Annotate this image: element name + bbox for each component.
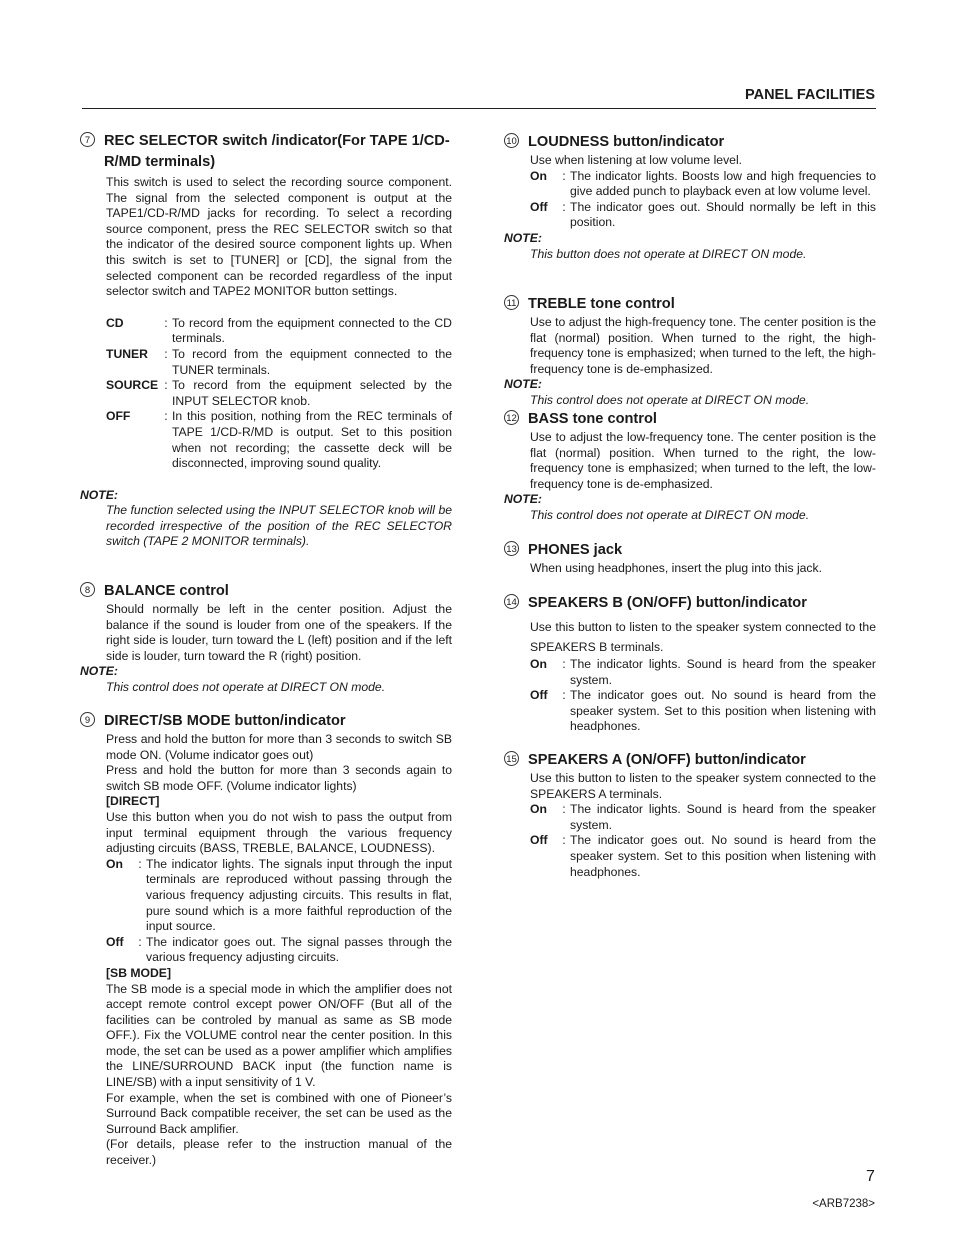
definition-colon: : xyxy=(164,409,168,424)
definition-colon: : xyxy=(562,199,566,214)
section-paragraph: The SB mode is a special mode in which the amplifier does not accept remote control except power ON/OFF (But all of the facilities can be controled by manual as same as SB mode OFF.). Fix the VOLUME control near the center position. In this mode, the set can be used as a power amplifier which amplifies the LINE/SURROUND BACK input (the function name is LINE/SB) with a input sensitivity of 1 V. xyxy=(106,981,452,1090)
definition-list xyxy=(530,802,876,880)
definition-colon: : xyxy=(562,657,566,671)
definition-colon: : xyxy=(562,833,566,848)
note-text: The function selected using the INPUT SELECTOR knob will be recorded irrespective of the position of the REC SELECTOR switch (TAPE 2 MONITOR terminals). xyxy=(106,503,452,549)
note-label: NOTE: xyxy=(504,230,542,245)
definition-item xyxy=(530,802,876,833)
subheading-direct: [DIRECT] xyxy=(106,794,160,809)
definition-item xyxy=(530,688,876,735)
definition-term: On xyxy=(106,856,123,871)
section-body xyxy=(504,771,876,880)
definition-desc: The indicator lights. Sound is heard from the speaker system. xyxy=(570,802,876,832)
note-text: This button does not operate at DIRECT ON mode. xyxy=(530,246,807,261)
page-header-title: PANEL FACILITIES xyxy=(745,87,875,103)
definition-term: OFF xyxy=(106,409,131,424)
section-heading xyxy=(504,132,876,153)
section-paragraph: This switch is used to select the recording source component. The signal from the selected component is output at the TAPE1/CD-R/MD jacks for recording. To select a recording source component, press the REC SELECTOR switch so that the indicator of the desired source component lights up. When this switch is set to [TUNER] or [CD], the signal from the selected component can be recorded regardless of the input selector switch and TAPE2 MONITOR button settings. xyxy=(106,175,452,299)
definition-term: On xyxy=(530,657,547,671)
section-paragraph: For example, when the set is combined with one of Pioneer’s Surround Back compatible receiver, the set can be used as the Surround Back amplifier. xyxy=(106,1090,452,1136)
definition-list xyxy=(530,657,876,735)
section-paragraph: Press and hold the button for more than 3 seconds to switch SB mode ON. (Volume indicator goes out) xyxy=(106,732,452,762)
section-number-badge: 15 xyxy=(504,751,519,766)
section-title: DIRECT/SB MODE button/indicator xyxy=(104,713,346,729)
definition-term: TUNER xyxy=(106,346,148,361)
section-treble xyxy=(504,294,876,409)
definition-item xyxy=(106,316,452,347)
definition-list xyxy=(530,169,876,231)
section-paragraph: Use this button when you do not wish to pass the output from input terminal equipment through the various frequency adjusting circuits (BASS, TREBLE, BALANCE, LOUDNESS). xyxy=(106,809,452,856)
section-heading xyxy=(504,409,876,430)
header-rule xyxy=(82,108,876,109)
section-body xyxy=(504,315,876,377)
note-label: NOTE: xyxy=(504,377,542,392)
section-paragraph: When using headphones, insert the plug into this jack. xyxy=(530,561,823,575)
section-paragraph: Use this button to listen to the speaker system connected to the SPEAKERS B terminals. xyxy=(530,620,876,654)
definition-term: Off xyxy=(106,934,124,949)
section-heading xyxy=(504,294,876,315)
section-paragraph: Should normally be left in the center position. Adjust the balance if the sound is louder from one of the speakers. If the right side is louder, turn toward the L (left) position and if the left side is louder, turn toward the R (right) position. xyxy=(106,602,452,663)
definition-item xyxy=(530,169,876,200)
definition-desc: To record from the equipment selected by the INPUT SELECTOR knob. xyxy=(172,378,452,408)
section-title: SPEAKERS B (ON/OFF) button/indicator xyxy=(528,595,807,611)
definition-item xyxy=(530,833,876,880)
section-heading xyxy=(80,131,452,173)
section-speakers-a xyxy=(504,750,876,880)
section-number-badge: 8 xyxy=(80,582,95,597)
section-body xyxy=(80,602,452,664)
section-paragraph: Use to adjust the high-frequency tone. The center position is the flat (normal) position. When turned to the right, the high-frequency tone is emphasized; when turned to the left, the high-frequency tone is de-emphasized. xyxy=(530,315,876,376)
section-title: TREBLE tone control xyxy=(528,296,675,312)
section-number-badge: 14 xyxy=(504,594,519,609)
note-label: NOTE: xyxy=(80,487,118,502)
page-number: 7 xyxy=(866,1168,875,1185)
section-body xyxy=(504,430,876,492)
section-title: BASS tone control xyxy=(528,411,657,427)
section-balance xyxy=(80,581,452,696)
definition-colon: : xyxy=(138,856,142,871)
section-paragraph: Press and hold the button for more than 3 seconds again to switch SB mode OFF. (Volume indicator lights) xyxy=(106,763,452,793)
section-title: PHONES jack xyxy=(528,542,623,558)
definition-colon: : xyxy=(562,688,566,703)
definition-term: Off xyxy=(530,199,548,214)
section-number-badge: 10 xyxy=(504,133,519,148)
document-code: <ARB7238> xyxy=(812,1198,875,1210)
section-body xyxy=(80,732,452,1169)
section-phones xyxy=(504,540,876,577)
note-label: NOTE: xyxy=(504,492,542,507)
definition-term: On xyxy=(530,168,547,183)
section-heading xyxy=(80,711,452,732)
definition-colon: : xyxy=(562,802,566,817)
section-rec-selector xyxy=(80,131,452,550)
definition-colon: : xyxy=(164,346,168,361)
definition-list xyxy=(106,857,452,966)
definition-desc: The indicator goes out. No sound is heard from the speaker system. Set to this position when listening with headphones. xyxy=(570,688,876,734)
section-body xyxy=(504,153,876,231)
section-body xyxy=(504,561,876,577)
section-number-badge: 12 xyxy=(504,410,519,425)
definition-desc: The indicator lights. Sound is heard from the speaker system. xyxy=(570,657,876,687)
definition-colon: : xyxy=(138,934,142,949)
section-heading xyxy=(80,581,452,602)
section-heading xyxy=(504,540,876,561)
definition-term: Off xyxy=(530,688,548,703)
definition-desc: The indicator lights. The signals input through the input terminals are reproduced without passing through the various frequency adjusting circuits. This results in flat, pure sound which is a more faithful reproduction of the input source. xyxy=(146,856,452,934)
definition-desc: The indicator goes out. No sound is heard from the speaker system. Set to this position when listening with headphones. xyxy=(570,833,876,879)
section-title: BALANCE control xyxy=(104,583,229,599)
definition-item xyxy=(106,935,452,966)
definition-colon: : xyxy=(164,315,168,330)
definition-term: SOURCE xyxy=(106,378,159,393)
section-paragraph: Use to adjust the low-frequency tone. The center position is the flat (normal) position. When turned to the right, the low-frequency tone is emphasized; when turned to the left, the low-frequency tone is de-emphasized. xyxy=(530,430,876,491)
section-paragraph: Use when listening at low volume level. xyxy=(530,153,743,167)
section-body xyxy=(504,618,876,735)
definition-colon: : xyxy=(562,168,566,183)
section-loudness xyxy=(504,132,876,262)
section-heading xyxy=(504,750,876,771)
definition-desc: To record from the equipment connected to the TUNER terminals. xyxy=(172,346,452,377)
definition-desc: To record from the equipment connected to the CD terminals. xyxy=(172,315,452,346)
note-label: NOTE: xyxy=(80,664,118,679)
definition-item xyxy=(106,378,452,409)
section-heading xyxy=(504,593,876,614)
definition-desc: The indicator goes out. The signal passes through the various frequency adjusting circuits. xyxy=(146,934,452,965)
section-direct-sb-mode xyxy=(80,711,452,1169)
section-number-badge: 11 xyxy=(504,295,519,310)
section-number-badge: 7 xyxy=(80,132,95,147)
definition-desc: The indicator goes out. Should normally be left in this position. xyxy=(570,199,876,230)
definition-term: On xyxy=(530,802,547,817)
section-title: REC SELECTOR switch /indicator(For TAPE 1/CD-R/MD terminals) xyxy=(104,133,450,170)
section-number-badge: 13 xyxy=(504,541,519,556)
definition-list xyxy=(106,316,452,472)
section-speakers-b xyxy=(504,593,876,735)
definition-item xyxy=(106,347,452,378)
definition-item xyxy=(106,409,452,471)
definition-desc: In this position, nothing from the REC terminals of TAPE 1/CD-R/MD is output. Set to this position when not recording; the cassette deck will be disconnected, improving sound quality. xyxy=(172,409,452,471)
section-body xyxy=(80,175,452,472)
definition-item xyxy=(530,657,876,688)
section-paragraph: (For details, please refer to the instruction manual of the receiver.) xyxy=(106,1137,452,1168)
section-number-badge: 9 xyxy=(80,712,95,727)
section-bass xyxy=(504,409,876,524)
note-text: This control does not operate at DIRECT ON mode. xyxy=(530,507,810,522)
subheading-sb-mode: [SB MODE] xyxy=(106,965,171,980)
note-text: This control does not operate at DIRECT ON mode. xyxy=(530,392,810,407)
definition-colon: : xyxy=(164,378,168,393)
note-text: This control does not operate at DIRECT ON mode. xyxy=(106,679,386,694)
section-title: SPEAKERS A (ON/OFF) button/indicator xyxy=(528,752,806,768)
definition-term: CD xyxy=(106,315,124,330)
section-title: LOUDNESS button/indicator xyxy=(528,134,725,150)
section-paragraph: Use this button to listen to the speaker system connected to the SPEAKERS A terminals. xyxy=(530,771,876,801)
definition-term: Off xyxy=(530,833,548,848)
definition-item xyxy=(106,857,452,935)
definition-desc: The indicator lights. Boosts low and high frequencies to give added punch to playback even at low volume level. xyxy=(570,168,876,199)
definition-item xyxy=(530,200,876,231)
